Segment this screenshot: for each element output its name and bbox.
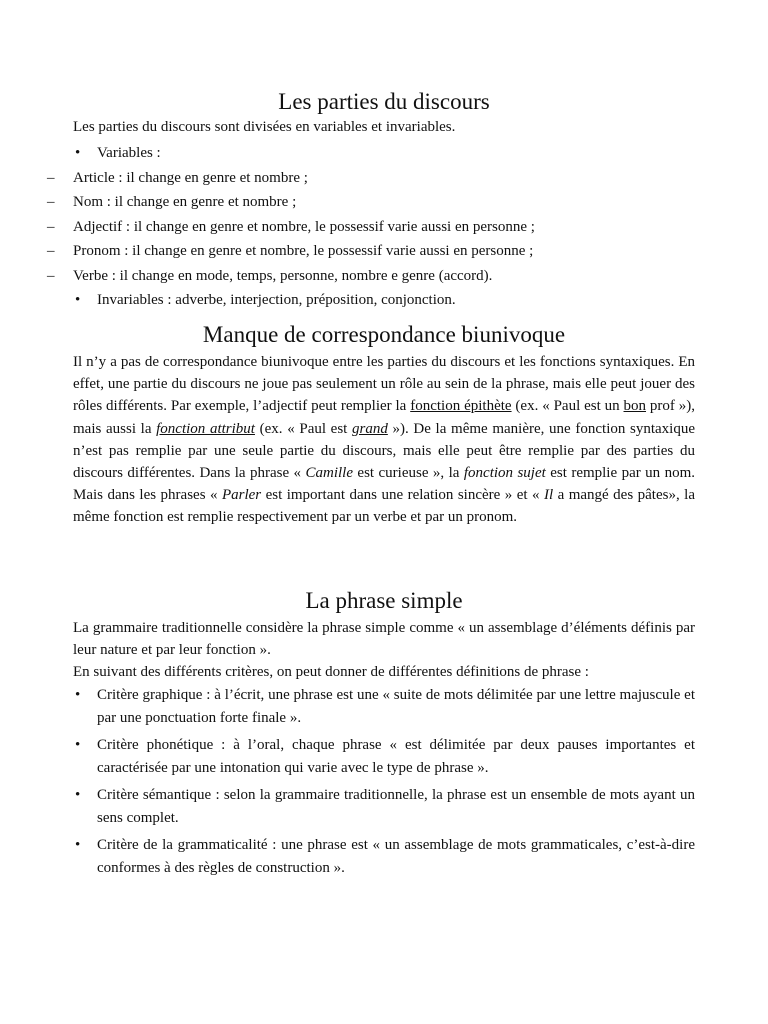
definition-nom: : il change en genre et nombre ; xyxy=(103,194,297,210)
text-run: prof »), mais aussi la xyxy=(73,398,695,437)
term-verbe: Verbe xyxy=(73,267,108,284)
criterion-graphique xyxy=(0,684,768,730)
term-fonction-epithete: fonction épithète xyxy=(410,398,512,415)
term-nom: Nom xyxy=(73,194,103,210)
term-fonction-sujet: fonction sujet xyxy=(463,465,546,482)
word-class-list xyxy=(0,141,768,313)
dash-icon: – xyxy=(47,243,55,259)
heading-phrase-simple: La phrase simple xyxy=(305,588,463,613)
example-word-parler: Parler xyxy=(221,487,262,504)
criteria-list xyxy=(0,684,768,884)
text-run: (ex. « Paul est xyxy=(254,420,352,437)
list-item-pronom xyxy=(0,239,768,264)
dash-icon: – xyxy=(47,169,55,186)
example-word-il: Il xyxy=(543,487,554,504)
criterion-text: : à l’écrit, une phrase est une « suite de mots délimitée par une lettre majuscule et par une ponctuation forte finale ». xyxy=(97,687,695,726)
list-item-nom xyxy=(0,190,768,215)
list-item-adjectif xyxy=(0,215,768,240)
bullet-icon: • xyxy=(75,837,81,853)
example-word-camille: Camille xyxy=(305,465,353,482)
heading-parties-du-discours: Les parties du discours xyxy=(278,89,490,114)
heading-manque-correspondance: Manque de correspondance biunivoque xyxy=(202,322,566,347)
text-run: est curieuse », la xyxy=(353,465,464,482)
criterion-term: Critère phonétique xyxy=(97,737,214,753)
text-run: est remplie par un nom. Mais dans les phrases « xyxy=(73,465,695,504)
criterion-text: : une phrase est « un assemblage de mots grammaticales, c’est-à-dire conformes à des règles de construction ». xyxy=(97,837,695,876)
bullet-icon: • xyxy=(75,787,81,803)
bullet-icon: • xyxy=(75,687,81,703)
definition-pronom: : il change en genre et nombre, le possessif varie aussi en personne ; xyxy=(120,243,534,259)
bullet-icon: • xyxy=(75,145,81,161)
definition-sentence: La grammaire traditionnelle considère la phrase simple comme « un assemblage d’éléments définis par leur nature et par leur fonction ». xyxy=(73,620,695,658)
criteria-intro: En suivant des différents critères, on peut donner de différentes définitions de phrase : xyxy=(73,664,589,680)
text-run: a mangé des pâtes», la même fonction est remplie respectivement par un verbe et par un pronom. xyxy=(73,487,695,526)
text-run: »). De la même manière, une fonction syntaxique n’est pas remplie par une seule partie du discours, mais elle peut être remplie par des parties du discours différentes. Dans la phrase « xyxy=(73,420,696,482)
text-run: Il n’y a pas de correspondance biunivoque entre les parties du discours et les fonctions syntaxiques. En effet, une partie du discours ne joue pas seulement un rôle au sein de la phrase, mais elle peut jouer des rôles différents. Par exemple, l’adjectif peut remplier la xyxy=(73,354,695,415)
bullet-icon: • xyxy=(75,292,81,308)
variables-item xyxy=(0,141,768,166)
list-item-verbe xyxy=(0,264,768,289)
criterion-term: Critère sémantique xyxy=(97,787,212,803)
example-word-grand: grand xyxy=(352,420,388,437)
criterion-grammaticalite xyxy=(0,834,768,880)
invariables-definition: : adverbe, interjection, préposition, conjonction. xyxy=(163,292,456,308)
list-item-article xyxy=(0,166,768,191)
term-article: Article xyxy=(73,169,115,186)
paragraph-correspondance xyxy=(73,351,695,529)
criterion-text: : à l’oral, chaque phrase « est délimitée par deux pauses importantes et caractérisée par une intonation qui varie avec le type de phrase ». xyxy=(97,737,695,776)
dash-icon: – xyxy=(47,194,55,210)
variables-label: Variables : xyxy=(97,145,161,161)
term-pronom: Pronom xyxy=(73,243,121,259)
example-word-bon: bon xyxy=(623,398,647,415)
dash-icon: – xyxy=(47,218,55,235)
dash-icon: – xyxy=(47,267,55,284)
intro-sentence: Les parties du discours sont divisées en variables et invariables. xyxy=(73,119,456,135)
text-run: est important dans une relation sincère » et « xyxy=(261,487,544,504)
invariables-item xyxy=(0,288,768,313)
invariables-label: Invariables xyxy=(97,292,164,308)
paragraph-phrase-simple xyxy=(73,617,695,683)
definition-verbe: : il change en mode, temps, personne, nombre e genre (accord). xyxy=(107,267,493,284)
term-adjectif: Adjectif xyxy=(73,218,123,235)
criterion-term: Critère de la grammaticalité xyxy=(97,837,268,853)
term-fonction-attribut: fonction attribut xyxy=(156,420,255,437)
definition-article: : il change en genre et nombre ; xyxy=(114,169,308,186)
criterion-term: Critère graphique xyxy=(97,687,203,703)
definition-adjectif: : il change en genre et nombre, le possessif varie aussi en personne ; xyxy=(122,218,535,235)
bullet-icon: • xyxy=(75,737,81,753)
criterion-phonetique xyxy=(0,734,768,780)
text-run: (ex. « Paul est un xyxy=(511,398,624,415)
criterion-semantique xyxy=(0,784,768,830)
criterion-text: : selon la grammaire traditionnelle, la phrase est un ensemble de mots ayant un sens complet. xyxy=(97,787,695,826)
